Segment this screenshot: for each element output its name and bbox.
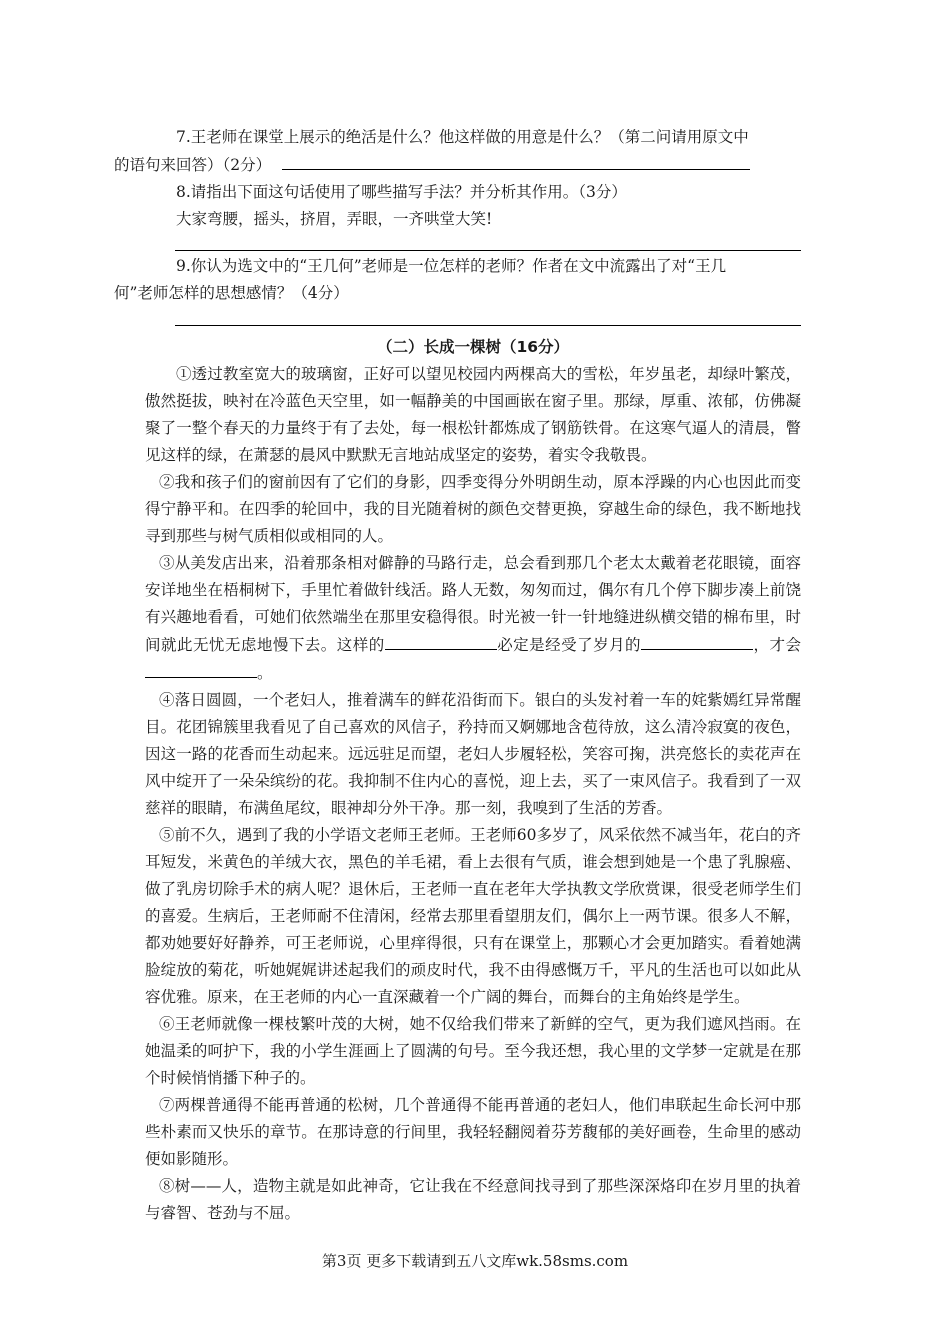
fill-blank-2[interactable] <box>641 631 753 650</box>
question-7 <box>114 124 801 179</box>
section-title: （二）长成一棵树（16分） <box>376 338 570 356</box>
paragraph-4: ④落日圆圆，一个老妇人，推着满车的鲜花沿街而下。银白的头发衬着一车的姹紫嫣红异常醒目。花团锦簇里我看见了自己喜欢的风信子，矜持而又婀娜地含苞待放，这么清冷寂寞的夜色，因这一路的花香而生动起来。远远驻足而望，老妇人步履轻松，笑容可掬，洪亮悠长的卖花声在风中绽开了一朵朵缤纷的花。我抑制不住内心的喜悦，迎上去，买了一束风信子。我看到了一双慈祥的眼睛，布满鱼尾纹，眼神却分外干净。那一刻，我嗅到了生活的芳香。 <box>145 691 801 817</box>
paragraph-8: ⑧树——人，造物主就是如此神奇，它让我在不经意间找寻到了那些深深烙印在岁月里的执着与睿智、苍劲与不屈。 <box>145 1177 801 1222</box>
question-9-line1: 9.你认为选文中的“王几何”老师是一位怎样的老师？作者在文中流露出了对“王几 <box>176 257 727 275</box>
paragraph-1: ①透过教室宽大的玻璃窗，正好可以望见校园内两棵高大的雪松，年岁虽老，却绿叶繁茂，傲然挺拔，映衬在冷蓝色天空里，如一幅静美的中国画嵌在窗子里。那绿，厚重、浓郁，仿佛凝聚了一整个春天的力量终于有了去处，每一根松针都炼成了钢筋铁骨。在这寒气逼人的清晨，瞥见这样的绿，在萧瑟的晨风中默默无言地站成坚定的姿势，着实令我敬畏。 <box>145 365 801 464</box>
fill-blank-3[interactable] <box>145 659 257 678</box>
paragraph-3-text-a: ③从美发店出来，沿着那条相对僻静的马路行走，总会看到那几个老太太戴着老花眼镜，面容安详地坐在梧桐树下，手里忙着做针线活。路人无数，匆匆而过，偶尔有几个停下脚步凑上前饶有兴趣地看看，可她们依然端坐在那里安稳得很。时光被一针一针地缝进纵横交错的棉布里，时间就此无忧无虑地慢下去。这样的 <box>145 554 801 654</box>
question-7-line2-text: 的语句来回答）（2分） <box>114 156 272 174</box>
paragraph-6: ⑥王老师就像一棵枝繁叶茂的大树，她不仅给我们带来了新鲜的空气，更为我们遮风挡雨。在她温柔的呵护下，我的小学生涯画上了圆满的句号。至今我还想，我心里的文学梦一定就是在那个时候悄悄播下种子的。 <box>145 1015 801 1087</box>
paragraph-3-text-b: 必定是经受了岁月的 <box>496 636 642 654</box>
question-9-line2: 何”老师怎样的思想感情？（4分） <box>114 284 349 302</box>
fill-blank-1[interactable] <box>385 631 497 650</box>
paragraph-7: ⑦两棵普通得不能再普通的松树，几个普通得不能再普通的老妇人，他们串联起生命长河中那些朴素而又快乐的章节。在那诗意的行间里，我轻轻翻阅着芬芳馥郁的美好画卷，生命里的感动便如影随形。 <box>145 1096 801 1168</box>
question-7-line2 <box>114 151 750 179</box>
paragraph-5: ⑤前不久，遇到了我的小学语文老师王老师。王老师60多岁了，风采依然不减当年，花白的齐耳短发，米黄色的羊绒大衣，黑色的羊毛裙，看上去很有气质，谁会想到她是一个患了乳腺癌、做了乳房切除手术的病人呢？退休后，王老师一直在老年大学执教文学欣赏课，很受老师学生们的喜爱。生病后，王老师耐不住清闲，经常去那里看望朋友们，偶尔上一两节课。很多人不解，都劝她要好好静养，可王老师说，心里痒得很，只有在课堂上，那颗心才会更加踏实。看着她满脸绽放的菊花，听她娓娓讲述起我们的顽皮时代，我不由得感慨万千，平凡的生活也可以如此从容优雅。原来，在王老师的内心一直深藏着一个广阔的舞台，而舞台的主角始终是学生。 <box>145 826 801 1006</box>
paragraph-2: ②我和孩子们的窗前因有了它们的身影，四季变得分外明朗生动，原本浮躁的内心也因此而变得宁静平和。在四季的轮回中，我的目光随着树的颜色交替更换，穿越生命的绿色，我不断地找寻到那些与树气质相似或相同的人。 <box>145 473 801 545</box>
answer-line-q9[interactable] <box>175 325 801 326</box>
question-7-line1: 7.王老师在课堂上展示的绝活是什么？他这样做的用意是什么？（第二问请用原文中 <box>176 128 749 146</box>
question-8-quote: 大家弯腰，摇头，挤眉，弄眼，一齐哄堂大笑! <box>176 210 493 228</box>
answer-blank-q7[interactable] <box>282 151 750 170</box>
paragraph-3-text-d: 。 <box>257 664 273 682</box>
page-footer: 第3页 更多下载请到五八文库wk.58sms.com <box>321 1252 629 1270</box>
answer-line-q8[interactable] <box>175 250 801 251</box>
page-content <box>114 124 801 1227</box>
question-8: 8.请指出下面这句话使用了哪些描写手法？并分析其作用。（3分） <box>176 183 627 201</box>
paragraph-3 <box>145 550 801 687</box>
question-9 <box>114 253 801 307</box>
paragraph-3-text-c: ，才会 <box>753 636 801 654</box>
